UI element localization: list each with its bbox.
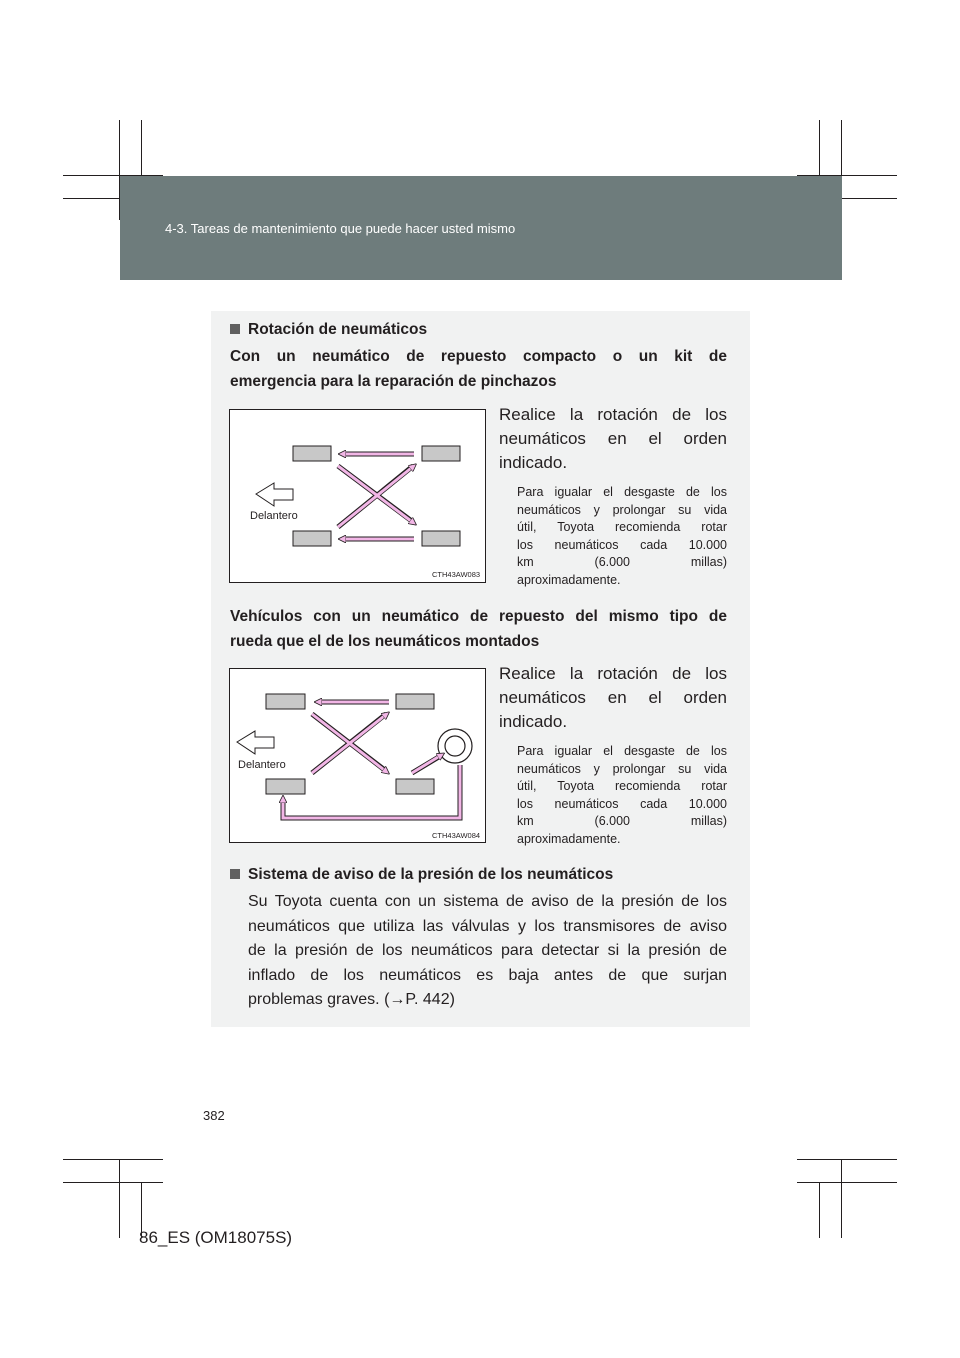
figure-code: CTH43AW084 <box>432 831 481 840</box>
bullet-square-icon <box>230 324 240 334</box>
crop-mark <box>119 1160 120 1238</box>
body-line: neumáticos en el orden <box>499 429 727 448</box>
note-line: Para igualar el desgaste de los <box>517 485 727 499</box>
crop-mark <box>63 1182 163 1183</box>
crop-mark <box>841 1160 842 1238</box>
crop-mark <box>63 1159 163 1160</box>
body-line: neumáticos en el orden <box>499 688 727 707</box>
front-label: Delantero <box>250 510 298 522</box>
compact-rotation-instruction <box>499 403 727 475</box>
note-line: útil, Toyota recomienda rotar <box>517 779 727 793</box>
compact-rotation-note <box>517 484 727 589</box>
body-line: indicado. <box>499 453 568 472</box>
document-id: 86_ES (OM18075S) <box>139 1228 293 1247</box>
tire-front-left <box>293 446 331 461</box>
tire-rear-left <box>396 694 434 709</box>
heading-line: rueda que el de los neumáticos montados <box>230 633 540 650</box>
body-line: indicado. <box>499 712 568 731</box>
tpms-body <box>248 890 727 1013</box>
note-line: neumáticos y prolongar su vida <box>517 761 727 776</box>
tire-rear-left <box>422 446 460 461</box>
compact-spare-heading <box>230 344 727 394</box>
heading-line: Con un neumático de repuesto compacto o un kit de <box>230 348 727 365</box>
note-line: neumáticos y prolongar su vida <box>517 502 727 517</box>
tire-rear-right <box>422 531 460 546</box>
page-number: 382 <box>203 1108 225 1123</box>
note-line: útil, Toyota recomienda rotar <box>517 520 727 534</box>
note-line: km (6.000 millas) <box>517 814 727 828</box>
same-type-rotation-instruction <box>499 662 727 734</box>
same-type-spare-heading <box>230 604 727 654</box>
tire-front-left <box>266 694 305 709</box>
front-direction-arrow-icon <box>237 731 274 754</box>
bullet-square-icon <box>230 869 240 879</box>
body-line: Su Toyota cuenta con un sistema de aviso de la presión de los <box>248 893 727 910</box>
front-label: Delantero <box>238 759 286 771</box>
tpms-section-title <box>230 866 613 884</box>
body-line: Realice la rotación de los <box>499 664 727 683</box>
rotation-diagram-same-type <box>229 668 486 843</box>
section-header-title: 4-3. Tareas de mantenimiento que puede hacer usted mismo <box>165 221 516 236</box>
body-line: problemas graves. (→P. 442) <box>248 991 455 1008</box>
rotation-diagram-compact <box>229 409 486 583</box>
note-line: los neumáticos cada 10.000 <box>517 537 727 552</box>
tire-front-right <box>266 779 305 794</box>
body-line: neumáticos que utiliza las válvulas y los transmisores de aviso <box>248 917 727 935</box>
body-line: de la presión de los neumáticos para detectar si la presión de <box>248 942 727 959</box>
heading-line: emergencia para la reparación de pinchazos <box>230 373 557 390</box>
rotation-section-title <box>230 321 427 339</box>
note-line: aproximadamente. <box>517 831 621 846</box>
note-line: aproximadamente. <box>517 572 621 587</box>
front-direction-arrow-icon <box>256 483 293 506</box>
crop-mark <box>819 1182 820 1238</box>
tire-rear-right <box>396 779 434 794</box>
crop-mark <box>797 1159 897 1160</box>
note-line: km (6.000 millas) <box>517 555 727 569</box>
body-line: inflado de los neumáticos es baja antes de que surjan <box>248 966 727 984</box>
note-line: Para igualar el desgaste de los <box>517 744 727 758</box>
rotation-title-text: Rotación de neumáticos <box>248 321 428 338</box>
heading-line: Vehículos con un neumático de repuesto del mismo tipo de <box>230 608 727 625</box>
crop-mark <box>797 1182 897 1183</box>
tpms-title-text: Sistema de aviso de la presión de los neumáticos <box>248 866 614 883</box>
body-line: Realice la rotación de los <box>499 405 727 424</box>
same-type-rotation-note <box>517 743 727 848</box>
figure-code: CTH43AW083 <box>432 570 481 579</box>
note-line: los neumáticos cada 10.000 <box>517 796 727 811</box>
spare-tire-icon <box>438 729 472 763</box>
tire-front-right <box>293 531 331 546</box>
